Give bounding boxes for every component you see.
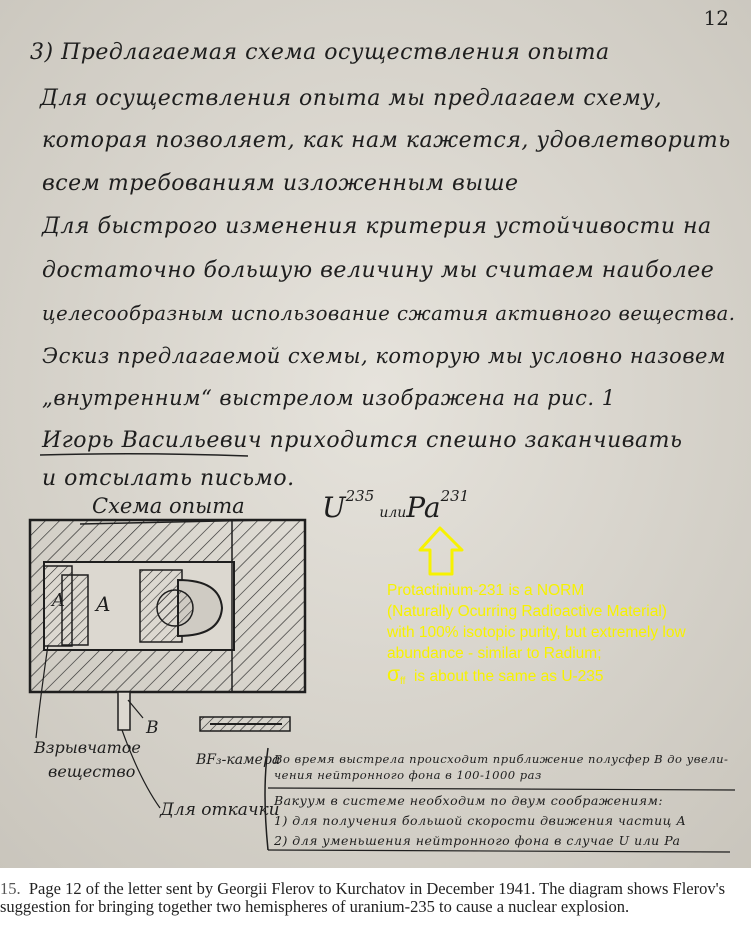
letter-line-4: всем требованиям изложенным выше xyxy=(42,171,519,196)
page-number: 12 xyxy=(703,6,729,30)
formula-pa-mass: 231 xyxy=(440,487,470,505)
diagram-title: Схема опыта xyxy=(92,494,245,518)
formula-u-mass: 235 xyxy=(345,487,375,505)
letter-line-11: и отсылать письмо. xyxy=(42,466,295,491)
letter-line-7: целесообразным использование сжатия активного вещества. xyxy=(42,302,736,325)
note-line-1: Во время выстрела происходит приближение полусфер В до увели- xyxy=(274,752,729,766)
annotation-line-1: Protactinium-231 is a NORM xyxy=(387,582,585,599)
yellow-arrow-icon xyxy=(420,528,462,574)
formula-connector: или xyxy=(379,505,407,521)
letter-line-1: 3) Предлагаемая схема осуществления опыта xyxy=(30,40,610,65)
annotation-line-4: abundance - similar to Radium; xyxy=(387,645,602,662)
caption-text: Page 12 of the letter sent by Georgii Flerov to Kurchatov in December 1941. The diagram shows Flerov's suggestion for bringing together two hemispheres of uranium-235 to cause a nuclear explosion. xyxy=(0,879,726,916)
isotope-formula xyxy=(322,487,469,524)
letter-line-8: Эскиз предлагаемой схемы, которую мы условно назовем xyxy=(42,344,726,368)
letter-line-2: Для осуществления опыта мы предлагаем схему, xyxy=(40,86,663,111)
sigma-symbol: σ xyxy=(387,663,400,686)
note-line-5: 2) для уменьшения нейтронного фона в случае U или Pa xyxy=(274,833,681,848)
note-line-3: Вакуум в системе необходим по двум соображениям: xyxy=(274,793,664,808)
formula-u: U xyxy=(322,491,346,524)
diagram-label-bf3: BF₃-камера xyxy=(196,752,281,768)
formula-pa: Pa xyxy=(406,491,441,524)
diagram-label-explosive-2: вещество xyxy=(48,762,136,781)
letter-line-9: „внутренним“ выстрелом изображена на рис. 1 xyxy=(42,386,616,410)
letter-line-6: достаточно большую величину мы считаем наиболее xyxy=(42,258,715,283)
note-line-2: чения нейтронного фона в 100-1000 раз xyxy=(274,768,542,782)
vacuum-channel xyxy=(118,692,130,730)
name-underline xyxy=(40,454,248,456)
protactinium-annotation xyxy=(387,580,737,692)
annotation-line-3: with 100% isotopic purity, but extremely low xyxy=(387,624,686,641)
figure-caption xyxy=(0,880,751,916)
diagram-label-a-center: A xyxy=(96,592,111,616)
diagram-label-b: B xyxy=(146,718,159,738)
diagram-label-a-left: A xyxy=(52,590,65,611)
annotation-line-5 xyxy=(387,664,737,692)
letter-line-5: Для быстрого изменения критерия устойчивости на xyxy=(42,214,712,239)
letter-line-10: Игорь Васильевич приходится спешно заканчивать xyxy=(42,428,683,453)
diagram-label-explosive-1: Взрывчатое xyxy=(34,738,141,757)
left-piece xyxy=(62,575,88,645)
annotation-line-5-text: is about the same as U-235 xyxy=(413,668,604,685)
caption-number: 15. xyxy=(0,879,21,898)
letter-line-3: которая позволяет, как нам кажется, удовлетворить xyxy=(42,128,731,153)
annotation-line-2: (Naturally Ocurring Radioactive Material) xyxy=(387,603,667,620)
note-line-4: 1) для получения большой скорости движения частиц А xyxy=(274,813,687,828)
diagram-label-pump: Для откачки xyxy=(160,800,280,820)
sigma-subscript: ff xyxy=(399,676,406,687)
hemisphere-core xyxy=(157,590,193,626)
